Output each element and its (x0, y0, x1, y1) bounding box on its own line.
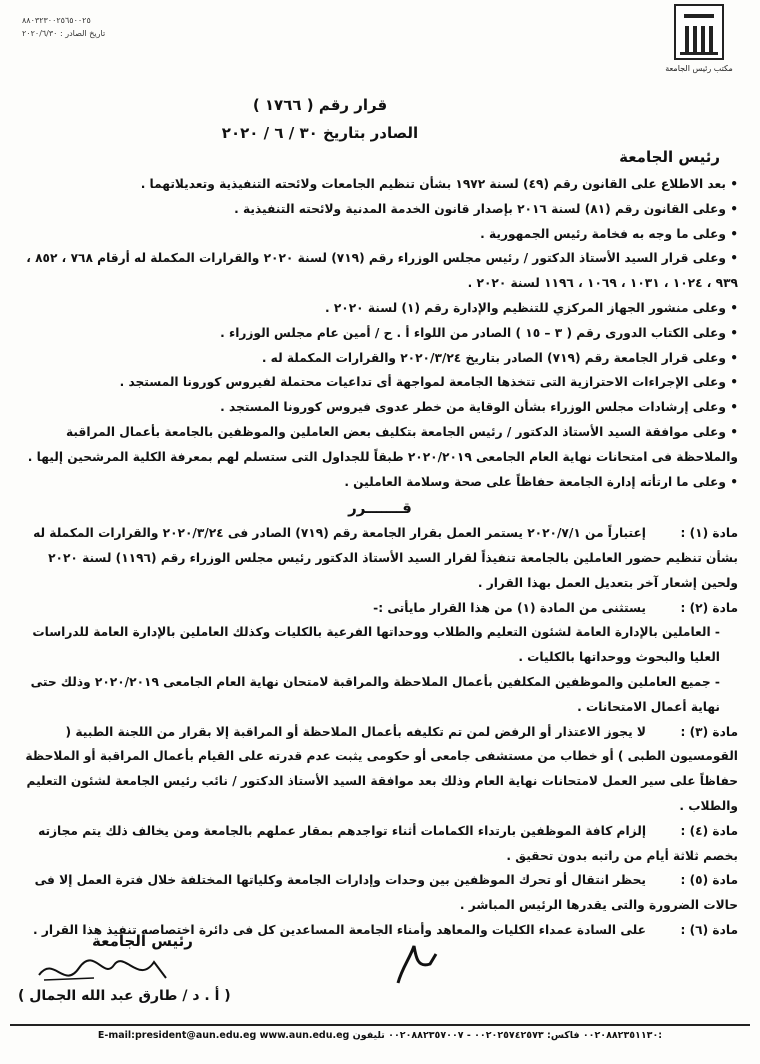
preamble-clause: • وعلى قرار السيد الأستاذ الدكتور / رئيس مجلس الوزراء رقم (٧١٩) لسنة ٢٠٢٠ والقرارات المكملة له أرقام ٧٦٨ ، ٨٥٢ ، ٩٣٩ ، ١٠٢٤ ، ١٠٣١ ، ١٠٦٩ ، ١١٩٦ لسنة ٢٠٢٠ . (26, 251, 738, 291)
article-2-bullet: - جميع العاملين والموظفين المكلفين بأعمال الملاحظة والمراقبة لامتحان نهاية العام الجامعى ٢٠٢٠/٢٠١٩ وذلك حتى نهاية أعمال الامتحانات . (30, 674, 720, 714)
header-office (660, 4, 738, 73)
article-1 (22, 521, 738, 595)
preamble-clause: • وعلى الكتاب الدورى رقم ( ٣ – ١٥ ) الصادر من اللواء أ . ح / أمين عام مجلس الوزراء . (220, 325, 738, 340)
article-text: إعتباراً من ٢٠٢٠/٧/١ يستمر العمل بقرار الجامعة رقم (٧١٩) الصادر فى ٢٠٢٠/٣/٢٤ والقرارات المكملة له بشأن تنظيم حضور العاملين بالجامعة تنفيذاً لقرار السيد الأستاذ الدكتور رئيس مجلس الوزراء رقم (١١٩٦) لسنة ٢٠٢٠ ولحين إشعار آخر بتعديل العمل بهذا القرار . (33, 526, 738, 590)
article-text: يحظر انتقال أو تحرك الموظفين بين وحدات وإدارات الجامعة وكلياتها المختلفة خلال فترة العمل إلا فى حالات الضرورة والتى يقدرها الرئيس المباشر . (34, 873, 738, 913)
office-name: مكتب رئيس الجامعة (665, 64, 733, 73)
decision-heading (0, 96, 760, 142)
article-4 (22, 819, 738, 869)
article-text: يستثنى من المادة (١) من هذا القرار مايأتى :- (373, 600, 646, 615)
preamble-clause: • وعلى قرار الجامعة رقم (٧١٩) الصادر بتاريخ ٢٠٢٠/٣/٢٤ والقرارات المكملة له . (261, 350, 738, 365)
article-2-bullet: - العاملين بالإدارة العامة لشئون التعليم والطلاب ووحداتها الفرعية بالكليات وكذلك العاملين بالإدارة العامة للدراسات العليا والبحوث ووحداتها بالكليات . (32, 625, 720, 665)
preamble-clause: • وعلى موافقة السيد الأستاذ الدكتور / رئيس الجامعة بتكليف بعض العاملين والموظفين بالجامعة بأعمال المراقبة والملاحظة فى امتحانات نهاية العام الجامعى ٢٠٢٠/٢٠١٩ طبقاً للجداول التى ستسلم لهم بمعرفة الكلية المرشحين إليها . (27, 424, 738, 464)
decision-number: قرار رقم ( ١٧٦٦ ) (252, 96, 388, 114)
header-reference-line2: تاريخ الصادر : ٢٠٢٠/٦/٣٠ (22, 29, 106, 38)
article-text: لا يجوز الاعتذار أو الرفض لمن تم تكليفه بأعمال الملاحظة أو المراقبة إلا بقرار من اللجنة الطبية ( القومسيون الطبى ) أو خطاب من مستشفى جامعى أو حكومى يثبت عدم قدرته على القيام بأعمال المراقبة أو الملاحظة حفاظاً على سير العمل لامتحانات نهاية العام وذلك بعد موافقة السيد الأستاذ الدكتور / نائب رئيس الجامعة لشئون التعليم والطلاب . (25, 724, 738, 813)
preamble-clause: • وعلى إرشادات مجلس الوزراء بشأن الوقاية من خطر عدوى فيروس كورونا المستجد . (220, 400, 738, 415)
preamble-clause: • وعلى منشور الجهاز المركزي للتنظيم والإدارة رقم (١) لسنة ٢٠٢٠ . (324, 300, 738, 315)
preamble-clause: • وعلى ما وجه به فخامة رئيس الجمهورية . (480, 226, 738, 241)
article-text: على السادة عمداء الكليات والمعاهد وأمناء الجامعة المساعدين كل فى دائرة اختصاصه تنفيذ هذا القرار . (33, 922, 646, 937)
header-reference-line1: ٨٨٠٣٢٣٠٠٢٥٦٥٠٠٢٥ (22, 16, 91, 25)
article-2 (22, 596, 738, 621)
decree-heading: قـــــــرر (348, 499, 412, 518)
header-reference (22, 14, 162, 40)
initials-signature-icon (392, 938, 442, 988)
preamble-clause: • بعد الاطلاع على القانون رقم (٤٩) لسنة ١٩٧٢ بشأن تنظيم الجامعات ولائحته التنفيذية وتعديلاتهما . (140, 177, 738, 191)
article-label: مادة (٥) : (680, 873, 738, 888)
article-label: مادة (١) : (680, 526, 738, 541)
signature-scribble-icon (34, 950, 174, 990)
article-label: مادة (٣) : (680, 724, 738, 739)
article-text: إلزام كافة الموظفين بارتداء الكمامات أثناء تواجدهم بمقار عملهم بالجامعة ومن يخالف ذلك يتم مجازته بخصم ثلاثة أيام من راتبه بدون تحقيق . (38, 823, 738, 863)
preamble-clause: • وعلى ما ارتأته إدارة الجامعة حفاظاً على صحة وسلامة العاملين . (344, 474, 738, 489)
preamble-clause: • وعلى الإجراءات الاحترازية التى تتخذها الجامعة لمواجهة أى تداعيات محتملة لفيروس كورونا المستجد . (119, 375, 738, 390)
university-logo-icon (674, 4, 724, 60)
article-label: مادة (٢) : (680, 600, 738, 615)
footer-divider (10, 1024, 750, 1026)
article-label: مادة (٤) : (680, 823, 738, 838)
preamble-clause: • وعلى القانون رقم (٨١) لسنة ٢٠١٦ بإصدار قانون الخدمة المدنية ولائحته التنفيذية . (234, 201, 738, 216)
article-5 (22, 868, 738, 918)
president-title: رئيس الجامعة (619, 148, 720, 166)
decision-date: الصادر بتاريخ ٣٠ / ٦ / ٢٠٢٠ (221, 124, 419, 142)
document-body (22, 172, 738, 943)
signatory-name: ( أ . د / طارق عبد الله الجمال ) (18, 988, 231, 1004)
article-label: مادة (٦) : (680, 922, 738, 937)
signature-title: رئيس الجامعة (92, 932, 193, 950)
footer-contact: E-mail:president@aun.edu.eg www.aun.edu.eg ٠٠٢٠٨٨٢٣٥١١٣٠ فاكس: ٠٠٢٠٢٥٧٤٢٥٧٣ - ٠٠٢٠٨٨٢٣٥٧٠٠٧ تليفون: (97, 1030, 663, 1041)
article-3 (22, 720, 738, 819)
